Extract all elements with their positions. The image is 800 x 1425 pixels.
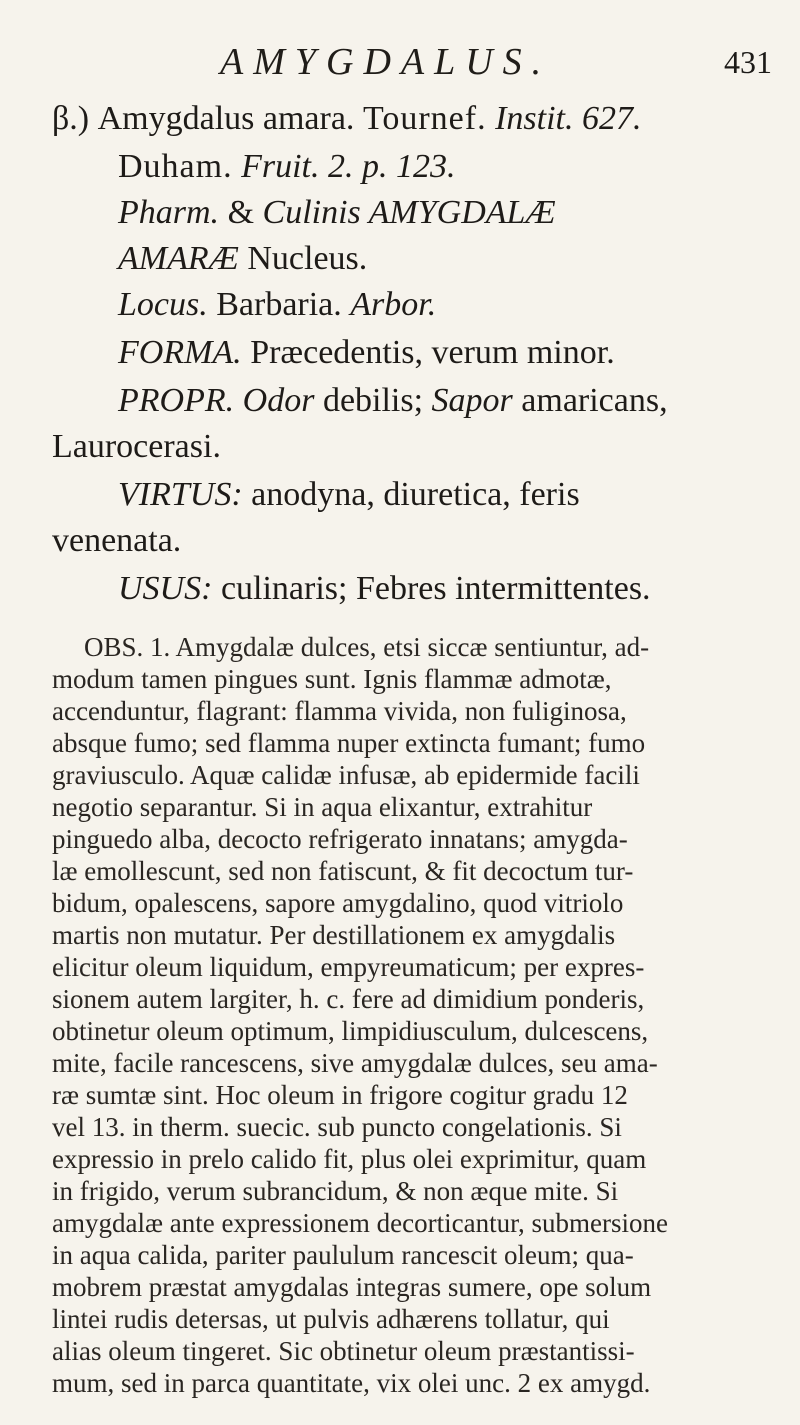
running-title: AMYGDALUS.: [220, 41, 552, 83]
entry-line-locus: [118, 286, 436, 324]
virtus-text: anodyna, diuretica, feris: [251, 476, 580, 513]
entry-line-forma: [118, 334, 615, 372]
locus-label: Locus.: [118, 286, 208, 323]
amarae-label: AMARÆ: [118, 240, 239, 277]
ampersand: &: [227, 194, 255, 231]
obs-line: mobrem præstat amygdalas integras sumere, ope solum: [52, 1272, 652, 1302]
odor-text: debilis;: [322, 382, 424, 419]
author-tournefort: Tournef.: [362, 100, 487, 137]
entry-line-1: [52, 100, 641, 138]
virtus-label: VIRTUS:: [118, 476, 243, 513]
variety-marker: β.): [52, 100, 90, 137]
obs-line: læ emollescunt, sed non fatiscunt, & fit decoctum tur-: [52, 856, 634, 886]
odor-label: Odor: [242, 382, 315, 419]
entry-line-virtus: [118, 476, 580, 514]
obs-line: absque fumo; sed flamma nuper extincta fumant; fumo: [52, 728, 646, 758]
obs-line: ræ sumtæ sint. Hoc oleum in frigore cogitur gradu 12: [52, 1080, 628, 1110]
propr-label: PROPR.: [118, 382, 235, 419]
entry-line-3: [118, 194, 556, 232]
usus-text: culinaris; Febres intermittentes.: [220, 570, 651, 607]
page-header: [0, 40, 800, 90]
forma-label: FORMA.: [118, 334, 242, 371]
obs-line: pinguedo alba, decocto refrigerato innatans; amygda-: [52, 824, 628, 854]
nucleus-text: Nucleus.: [247, 240, 368, 277]
obs-line: OBS. 1. Amygdalæ dulces, etsi siccæ sentiuntur, ad-: [84, 632, 650, 662]
obs-line: in frigido, verum subrancidum, & non æque mite. Si: [52, 1176, 619, 1206]
author-duhamel: Duham.: [118, 148, 233, 185]
obs-line: mite, facile rancescens, sive amygdalæ dulces, seu ama-: [52, 1048, 658, 1078]
reference-instit: Instit. 627.: [495, 100, 642, 137]
usus-label: USUS:: [118, 570, 213, 607]
obs-line: elicitur oleum liquidum, empyreumaticum; per expres-: [52, 952, 645, 982]
laurocerasi-text: Laurocerasi.: [52, 428, 221, 465]
obs-line: obtinetur oleum optimum, limpidiusculum, dulcescens,: [52, 1016, 649, 1046]
obs-line: in aqua calida, pariter paululum rancescit oleum; qua-: [52, 1240, 634, 1270]
sapor-label: Sapor: [431, 382, 513, 419]
obs-line: graviusculo. Aquæ calidæ infusæ, ab epidermide facili: [52, 760, 640, 790]
reference-fruit: Fruit. 2. p. 123.: [241, 148, 456, 185]
arbor-label: Arbor.: [350, 286, 437, 323]
obs-line: vel 13. in therm. suecic. sub puncto congelationis. Si: [52, 1112, 622, 1142]
entry-line-venenata: [52, 522, 181, 560]
venenata-text: venenata.: [52, 522, 182, 559]
obs-line: expressio in prelo calido fit, plus olei exprimitur, quam: [52, 1144, 647, 1174]
entry-line-usus: [118, 570, 651, 608]
locus-text: Barbaria.: [216, 286, 342, 323]
obs-line: mum, sed in parca quantitate, vix olei unc. 2 ex amygd.: [52, 1368, 651, 1398]
entry-line-propr: [118, 382, 668, 420]
obs-line: bidum, opalescens, sapore amygdalino, quod vitriolo: [52, 888, 624, 918]
obs-line: lintei rudis detersas, ut pulvis adhærens tollatur, qui: [52, 1304, 610, 1334]
obs-line: accenduntur, flagrant: flamma vivida, non fuliginosa,: [52, 696, 627, 726]
obs-line: martis non mutatur. Per destillationem ex amygdalis: [52, 920, 616, 950]
culinis-label: Culinis AMYGDALÆ: [262, 194, 556, 231]
obs-line: sionem autem largiter, h. c. fere ad dimidium ponderis,: [52, 984, 645, 1014]
obs-line: negotio separantur. Si in aqua elixantur, extrahitur: [52, 792, 593, 822]
obs-line: modum tamen pingues sunt. Ignis flammæ admotæ,: [52, 664, 612, 694]
sapor-text: amaricans,: [521, 382, 668, 419]
obs-line: amygdalæ ante expressionem decorticantur, submersione: [52, 1208, 668, 1238]
forma-text: Præcedentis, verum minor.: [250, 334, 615, 371]
pharm-label: Pharm.: [118, 194, 220, 231]
entry-line-4: [118, 240, 367, 278]
species-name: Amygdalus amara.: [97, 100, 355, 137]
entry-line-2: [118, 148, 456, 186]
obs-line: alias oleum tingeret. Sic obtinetur oleum præstantissi-: [52, 1336, 635, 1366]
entry-line-laurocerasi: [52, 428, 221, 466]
page-number: 431: [724, 44, 772, 80]
